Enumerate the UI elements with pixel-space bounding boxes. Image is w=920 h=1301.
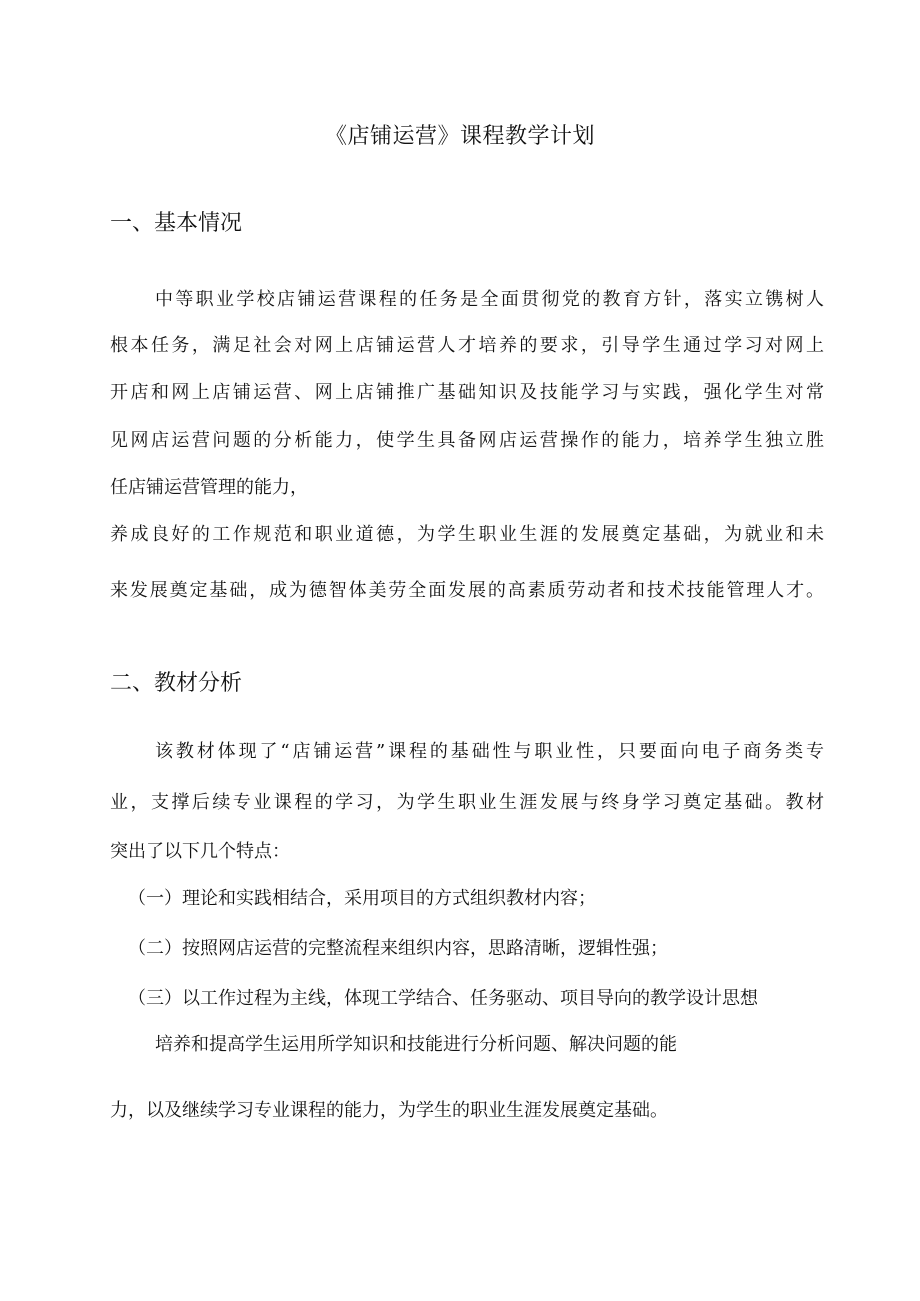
- paragraph-line: 见网店运营问题的分析能力，使学生具备网店运营操作的能力，培养学生独立胜: [110, 430, 824, 451]
- paragraph-line: 突出了以下几个特点：: [110, 841, 290, 862]
- paragraph-line: 业，支撑后续专业课程的学习，为学生职业生涯发展与终身学习奠定基础。教材: [110, 792, 824, 813]
- document-title: 《店铺运营》课程教学计划: [324, 124, 595, 149]
- list-item: （二）按照网店运营的完整流程来组织内容，思路清晰，逻辑性强；: [128, 938, 668, 959]
- paragraph-line: 该教材体现了“店铺运营”课程的基础性与职业性，只要面向电子商务类专: [155, 741, 824, 762]
- section-heading-basic-info: 一、基本情况: [110, 211, 243, 236]
- paragraph-line: 任店铺运营管理的能力，: [110, 477, 308, 498]
- paragraph-line: 培养和提高学生运用所学知识和技能进行分析问题、解决问题的能: [155, 1034, 677, 1055]
- paragraph-line: 来发展奠定基础，成为德智体美劳全面发展的高素质劳动者和技术技能管理人才。: [110, 580, 824, 601]
- paragraph-line: 中等职业学校店铺运营课程的任务是全面贯彻党的教育方针，落实立镌树人: [155, 289, 824, 310]
- list-item: （三）以工作过程为主线，体现工学结合、任务驱动、项目导向的教学设计思想: [128, 988, 758, 1009]
- paragraph-line: 养成良好的工作规范和职业道德，为学生职业生涯的发展奠定基础，为就业和未: [110, 524, 824, 545]
- list-item: （一）理论和实践相结合，采用项目的方式组织教材内容；: [128, 888, 596, 909]
- paragraph-line: 开店和网上店铺运营、网上店铺推广基础知识及技能学习与实践，强化学生对常: [110, 382, 824, 403]
- section-heading-textbook-analysis: 二、教材分析: [110, 671, 243, 696]
- paragraph-line: 力，以及继续学习专业课程的能力，为学生的职业生涯发展奠定基础。: [110, 1100, 668, 1121]
- paragraph-line: 根本任务，满足社会对网上店铺运营人才培养的要求，引导学生通过学习对网上: [110, 335, 824, 356]
